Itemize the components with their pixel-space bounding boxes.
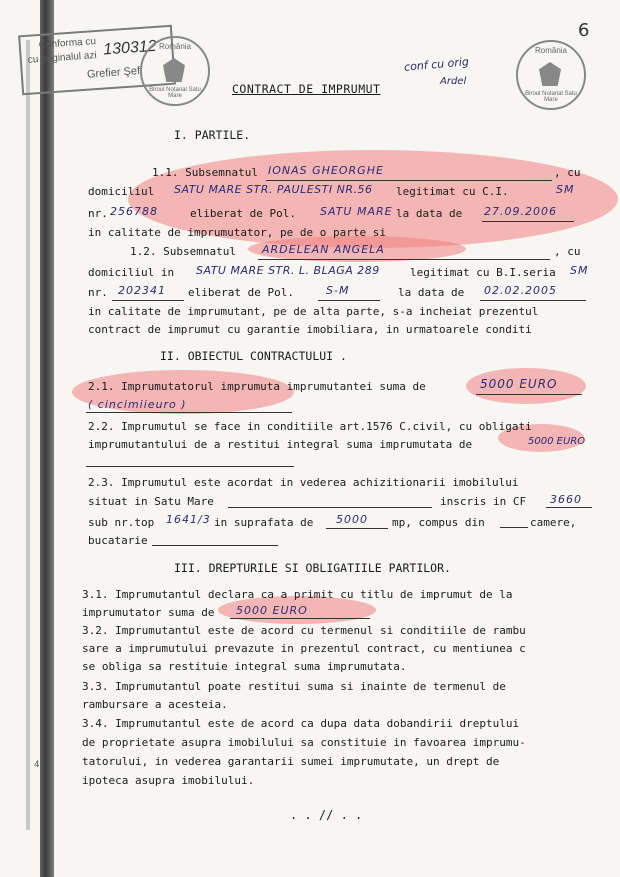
p12-bi-serie: SM [570,264,589,277]
p23-line2a [88,495,214,509]
section-1-title [174,128,250,142]
p32-line2-text: sare a imprumutului prevazute in prezentul contract, cu mentiunea c [82,642,526,655]
p23-top: 1641/3 [166,513,211,526]
p23-line4-text: bucatarie [88,534,148,547]
p21-line1 [88,380,426,394]
p12-line4-text: in calitate de imprumutant, pe de alta parte, s-a incheiat prezentul [88,305,539,318]
p11-name: IONAS GHEORGHE [268,164,384,177]
p31-amount: 5000 EURO [236,604,308,617]
p12-data-text: la data de [398,286,465,299]
stamp-line-2: cu originalul azi [27,50,98,66]
p21-words-rule [86,412,292,413]
p12-name: ARDELEAN ANGELA [262,243,385,256]
p23-mp-rule [326,528,388,529]
p22-line1 [88,420,532,434]
p22-amount: 5000 EURO [528,436,586,447]
seal-bottom-text: Biroul Notarial Satu Mare [149,87,201,99]
p11-legit-text: legitimat cu C.I. [396,185,509,198]
p11-line1 [152,166,258,180]
p12-pol: S-M [326,284,350,297]
p22-line2-text: imprumutantului de a restitui integral suma imprumutata de [88,438,473,451]
p23-line3b-text: in suprafata de [214,516,314,529]
p23-line2a-text: situat in Satu Mare [88,495,214,508]
p23-line3d-text: camere, [530,516,577,529]
section-2-label: II. OBIECTUL CONTRACTULUI . [160,349,347,363]
p23-line3c-text: mp, compus din [392,516,485,529]
page-shadow [26,40,30,830]
p34-line2-text: de proprietate asupra imobilului sa constituie in favoarea imprumu- [82,736,526,749]
p11-legit [396,185,509,199]
p23-line4 [88,534,148,548]
p31-line1 [82,588,512,602]
p33-line2 [82,698,228,712]
p32-line2 [82,642,526,656]
p31-line1-text: 3.1. Imprumutantul declara ca a primit cu titlu de imprumut de la [82,588,513,601]
p31-line2-text: imprumutator suma de [82,606,215,619]
p32-line1-text: 3.2. Imprumutantul este de acord cu termenul si conditiile de rambu [82,624,526,637]
p31-line2 [82,606,214,620]
p12-elib [188,286,294,300]
p11-data-text: la data de [396,207,463,220]
p22-line1-text: 2.2. Imprumutul se face in conditiile art.1576 C.civil, cu obligati [88,420,532,433]
p12-legit-text: legitimat cu B.I.seria [410,266,556,279]
p23-line3a-text: sub nr.top [88,516,155,529]
binding-edge [40,0,54,877]
p11-line3 [88,207,108,221]
p23-line3b [214,516,313,530]
p34-line1-text: 3.4. Imprumutantul este de acord ca dupa data dobandirii dreptului [82,717,520,730]
p34-line1 [82,717,519,731]
handwritten-signature: Ardel [440,76,467,87]
section-2-title [160,349,347,363]
p12-bi-nr-rule [112,300,184,301]
p11-comma: , cu [554,166,581,179]
p32-line3-text: se obliga sa restituie integral suma imprumutata. [82,660,407,673]
p23-mp: 5000 [336,513,368,526]
p23-camere-rule [500,527,528,528]
section-1-label: I. PARTILE. [174,128,251,142]
p23-line3d [530,516,576,530]
p12-label: 1.2. Subsemnatul [130,245,236,258]
p23-cf-rule [546,507,592,508]
p12-pol-rule [318,300,380,301]
p34-line4-text: ipoteca asupra imobilului. [82,774,255,787]
section-3-title [174,561,451,575]
stamp-line-1: Conforma cu [38,36,97,52]
p34-line3 [82,755,499,769]
p11-end-text: in calitate de imprumutator, pe de o parte si [88,226,387,239]
p32-line1 [82,624,526,638]
margin-mark: 4 [34,760,40,770]
p11-ci-nr: 256788 [110,205,158,218]
p12-domiciliu: domiciliul in [88,266,175,279]
document-title: CONTRACT DE IMPRUMUT [232,82,381,96]
p11-data-rule [482,221,574,222]
p11-pol: SATU MARE [320,205,393,218]
p12-line5-text: contract de imprumut cu garantie imobiliara, in urmatoarele conditi [88,323,532,336]
p33-line1-text: 3.3. Imprumutantul poate restitui suma si inainte de termenul de [82,680,506,693]
p32-line3 [82,660,407,674]
p33-line2-text: rambursare a acesteia. [82,698,228,711]
p12-name-rule [258,259,550,260]
p12-comma: , cu [554,245,581,258]
p23-cf: 3660 [550,493,582,506]
p12-line1 [130,245,236,259]
p11-address: SATU MARE STR. PAULESTI NR.56 [174,183,373,196]
p23-line1-text: 2.3. Imprumutul este acordat in vederea achizitionarii imobilului [88,476,519,489]
seal-bottom-text: Biroul Notarial Satu Mare [525,91,577,103]
p12-line5 [88,323,532,337]
p11-domiciliu: domiciliul [88,185,155,198]
p12-data-rule [480,300,586,301]
coat-of-arms-icon [539,62,561,86]
p22-line2 [88,438,472,452]
p23-bucatarie-rule [152,545,278,546]
p23-situat-rule [228,507,432,508]
p34-line3-text: tatorului, in vederea garantarii sumei imprumutate, un drept de [82,755,500,768]
p11-ci-serie: SM [556,183,575,196]
p12-address: SATU MARE STR. L. BLAGA 289 [196,264,380,277]
p21-amount: 5000 EURO [480,377,558,391]
page-footer: . . // . . [290,808,363,822]
p11-data-label [396,207,462,221]
p12-line4 [88,305,538,319]
p22-blank-rule [86,466,294,467]
notary-seal-left [140,36,210,106]
p12-line2 [88,266,174,280]
p21-amount-rule [476,394,582,395]
p23-line2b-text: inscris in CF [440,495,527,508]
p34-line2 [82,736,526,750]
p34-line4 [82,774,254,788]
p11-elib-text: eliberat de Pol. [190,207,296,220]
p12-data: 02.02.2005 [484,284,557,297]
p12-line3 [88,286,108,300]
notary-seal-right [516,40,586,110]
p31-amount-rule [230,618,370,619]
stamp-line-3: Grefier Şef [86,65,141,81]
p21-words: ( cincimiieuro ) [88,398,187,411]
page-number: 6 [578,20,590,41]
p23-line3c [392,516,485,530]
section-3-label: III. DREPTURILE SI OBLIGATIILE PARTILOR. [174,561,451,575]
seal-top-text: România [158,42,191,51]
p11-label: 1.1. Subsemnatul [152,166,258,179]
p23-line2b [440,495,526,509]
p12-nr-label: nr. [88,286,108,299]
handwritten-note: conf cu orig [403,55,470,74]
seal-top-text: România [534,46,567,55]
p12-data-label [398,286,464,300]
p12-legit [410,266,556,280]
stamp-number: 130312 [102,37,158,59]
p33-line1 [82,680,506,694]
p11-elib [190,207,296,221]
p23-line1 [88,476,518,490]
p12-elib-text: eliberat de Pol. [188,286,294,299]
p11-data: 27.09.2006 [484,205,557,218]
p11-line2 [88,185,154,199]
p12-bi-nr: 202341 [118,284,166,297]
p11-line4 [88,226,386,240]
coat-of-arms-icon [163,58,185,82]
p21-text: 2.1. Imprumutatorul imprumuta imprumutantei suma de [88,380,426,393]
p23-line3 [88,516,154,530]
p11-nr-label: nr. [88,207,108,220]
p11-name-rule [266,180,552,181]
